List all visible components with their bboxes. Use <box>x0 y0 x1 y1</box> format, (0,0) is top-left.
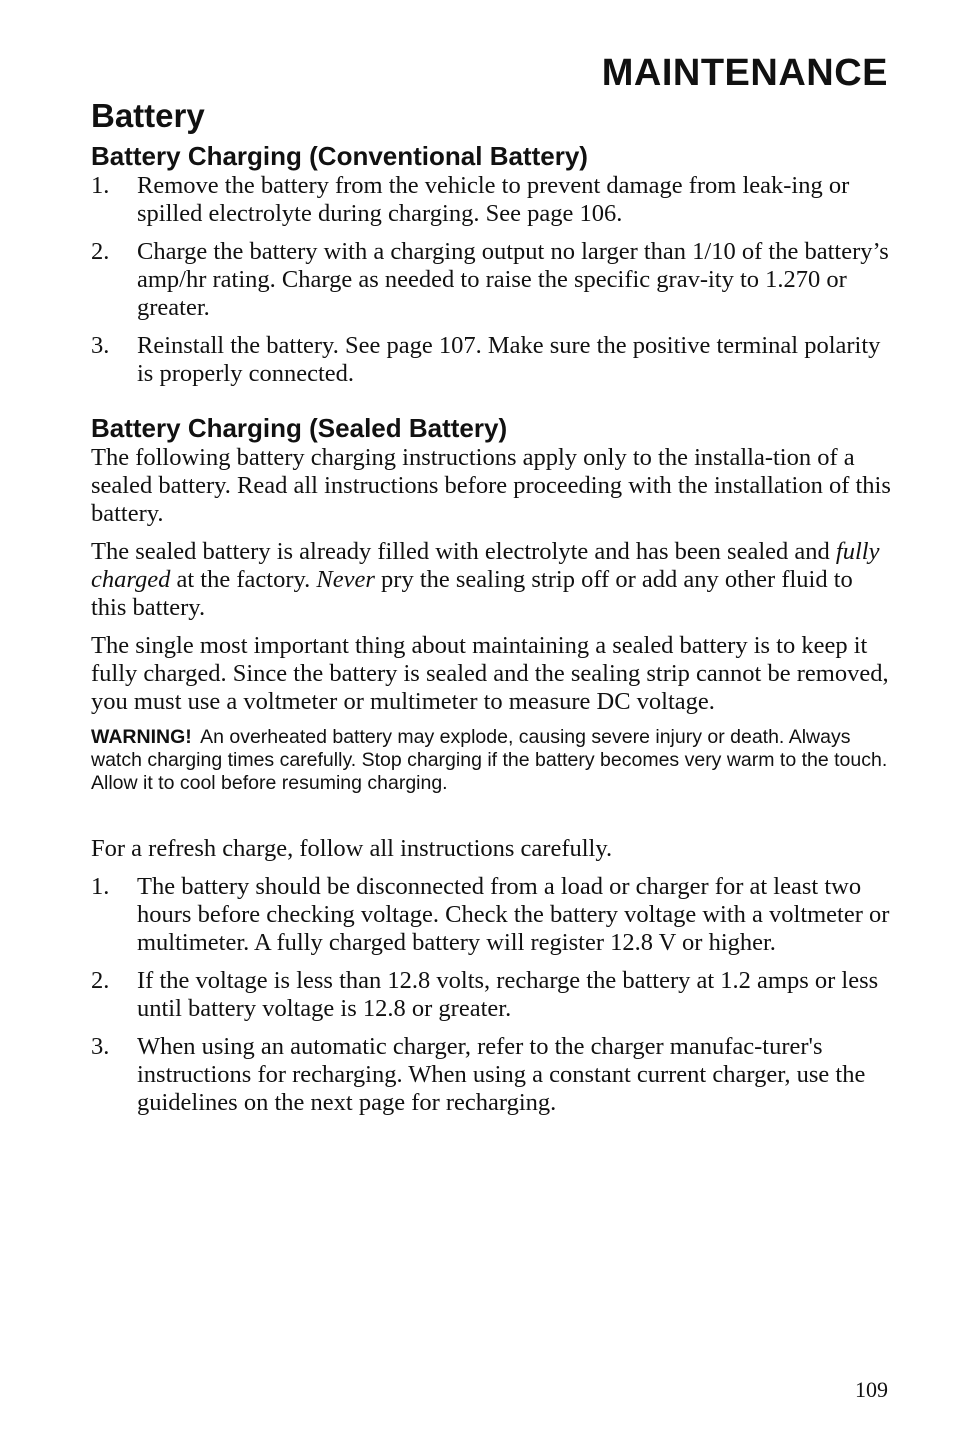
emphasis-never: Never <box>316 566 375 593</box>
step-number: 3. <box>91 332 110 359</box>
step-text: Charge the battery with a charging output no larger than 1/10 of the battery’s amp/hr rating. Charge as needed to raise the specific grav-ity to 1.270 or greater. <box>137 238 889 321</box>
sealed-heading: Battery Charging (Sealed Battery) <box>91 413 508 443</box>
text-run: pry the sealing strip off or add any other fluid to this battery. <box>91 566 853 621</box>
sealed-maintain-paragraph: The single most important thing about maintaining a sealed battery is to keep it fully charged. Since the battery is sealed and the sealing strip cannot be removed, you must use a voltmeter or multimeter to measure DC voltage. <box>91 632 889 715</box>
step-text: Remove the battery from the vehicle to prevent damage from leak-ing or spilled electrolyte during charging. See page 106. <box>137 172 850 227</box>
list-item <box>91 1033 891 1117</box>
conventional-heading: Battery Charging (Conventional Battery) <box>91 141 588 171</box>
sealed-intro-paragraph: The following battery charging instructions apply only to the installa-tion of a sealed battery. Read all instructions before proceeding with the installation of this battery. <box>91 444 891 527</box>
step-number: 1. <box>91 873 110 900</box>
refresh-intro: For a refresh charge, follow all instructions carefully. <box>91 835 613 862</box>
warning-text: An overheated battery may explode, causing severe injury or death. Always watch charging times carefully. Stop charging if the battery becomes very warm to the touch. Allow it to cool before resuming charging. <box>91 726 888 794</box>
step-number: 3. <box>91 1033 110 1060</box>
step-text: The battery should be disconnected from a load or charger for at least two hours before checking voltage. Check the battery voltage with a voltmeter or multimeter. A fully charged battery will register 12.8 V or higher. <box>137 873 890 956</box>
section-header: MAINTENANCE <box>601 52 888 94</box>
page-content <box>91 140 891 1127</box>
text-run: The sealed battery is already filled with electrolyte and has been sealed and <box>91 538 836 565</box>
step-text: When using an automatic charger, refer to the charger manufac-turer's instructions for recharging. When using a constant current charger, use the guidelines on the next page for recharging. <box>137 1033 866 1116</box>
warning-label: WARNING! <box>91 726 192 748</box>
emphasis-fully-charged: fully charged <box>91 538 880 593</box>
text-run: at the factory. <box>170 566 317 593</box>
step-number: 2. <box>91 238 110 265</box>
conventional-steps <box>91 172 891 388</box>
list-item <box>91 332 891 388</box>
list-item <box>91 873 891 957</box>
refresh-steps <box>91 873 891 1117</box>
list-item <box>91 172 891 228</box>
page-number: 109 <box>855 1377 888 1402</box>
sealed-factory-paragraph <box>91 538 891 622</box>
list-item <box>91 967 891 1023</box>
warning-block <box>91 726 891 795</box>
step-text: If the voltage is less than 12.8 volts, recharge the battery at 1.2 amps or less until battery voltage is 12.8 or greater. <box>137 967 879 1022</box>
page-title: Battery <box>91 97 205 134</box>
list-item <box>91 238 891 322</box>
step-number: 1. <box>91 172 110 199</box>
step-text: Reinstall the battery. See page 107. Make sure the positive terminal polarity is properly connected. <box>137 332 881 387</box>
step-number: 2. <box>91 967 110 994</box>
